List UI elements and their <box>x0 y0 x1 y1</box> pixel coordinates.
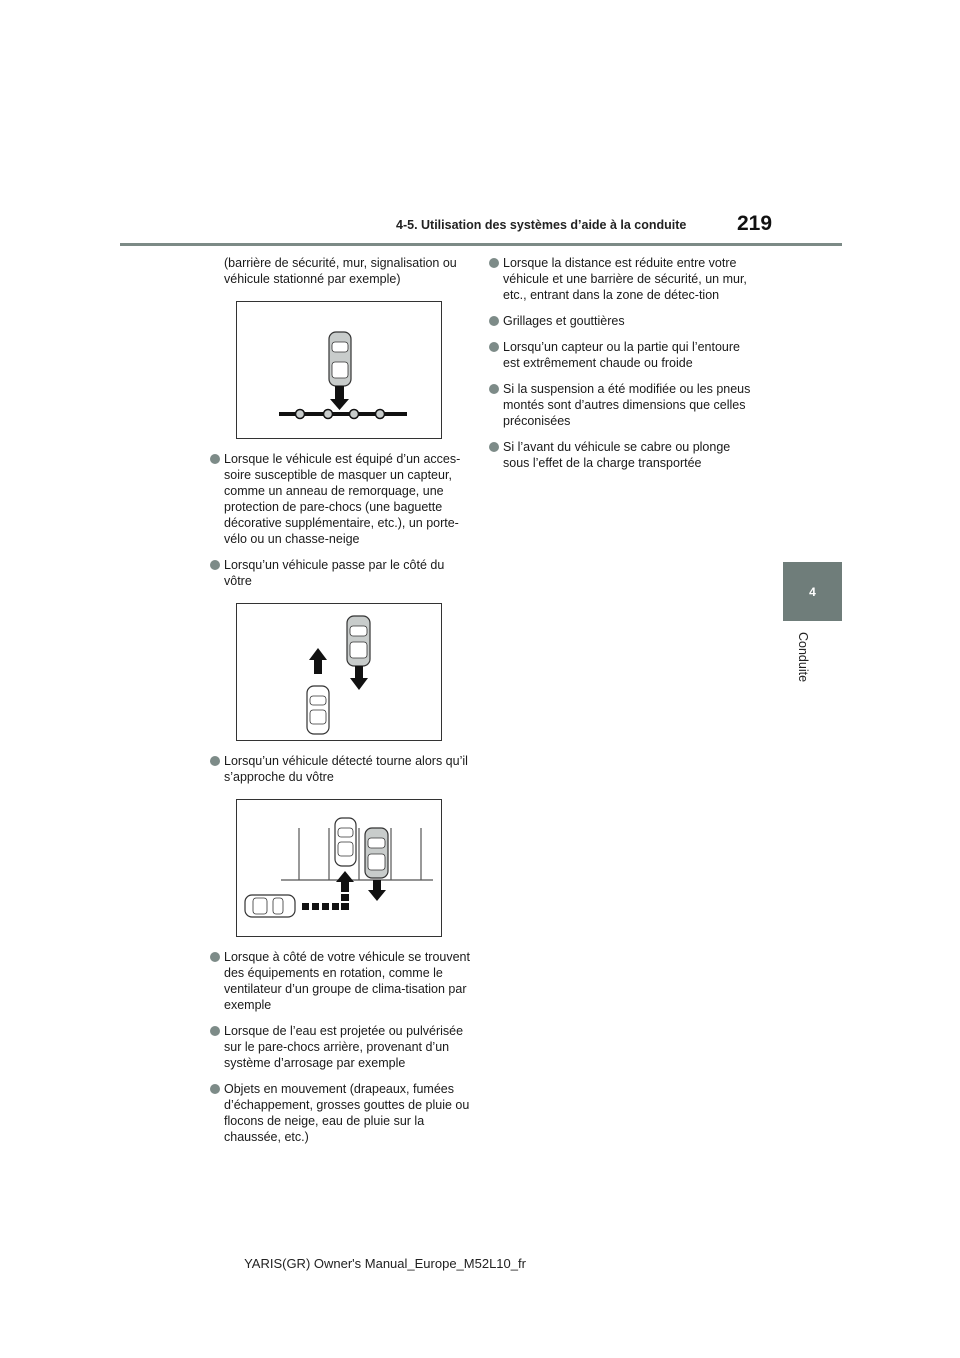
car-icon <box>335 818 356 866</box>
list-item-text: Lorsque le véhicule est équipé d’un acces-soire susceptible de masquer un capteur, comme un anneau de remorquage, une protection de pare-chocs (une baguette décorative supplémentaire, etc.), un porte-vélo ou un chasse-neige <box>224 452 461 546</box>
arrow-down-icon <box>330 386 349 410</box>
list-item-text: Lorsqu’un capteur ou la partie qui l’entoure est extrêmement chaude ou froide <box>503 340 740 370</box>
bullet-icon <box>489 384 499 394</box>
car-icon <box>329 332 351 386</box>
bullet-icon <box>210 952 220 962</box>
list-item-text: Lorsque de l’eau est projetée ou pulvérisée sur le pare-chocs arrière, provenant d’un système d’arrosage par exemple <box>224 1024 464 1070</box>
bullet-icon <box>210 1026 220 1036</box>
bullet-icon <box>489 258 499 268</box>
list-item-text: Lorsque la distance est réduite entre votre véhicule et une barrière de sécurité, un mur, etc., entrant dans la zone de détec-tion <box>503 256 747 302</box>
barrier-illustration <box>237 302 441 438</box>
arrow-down-icon <box>368 880 386 901</box>
list-item <box>210 1081 472 1145</box>
parking-lines-icon <box>281 828 433 880</box>
list-item-text: Lorsqu’un véhicule détecté tourne alors qu’il s’approche du vôtre <box>224 754 468 784</box>
figure-barrier <box>236 301 442 439</box>
list-item-text: Lorsque à côté de votre véhicule se trouvent des équipements en rotation, comme le ventilateur d’un groupe de clima-tisation par exemple <box>224 950 470 1012</box>
bullet-icon <box>489 342 499 352</box>
list-item <box>210 753 472 785</box>
chapter-tab[interactable] <box>783 562 842 621</box>
list-item <box>489 439 751 471</box>
list-item <box>489 339 751 371</box>
car-icon <box>347 616 370 666</box>
figure-turning-vehicle <box>236 799 442 937</box>
car-icon <box>365 828 388 878</box>
list-item-text: Lorsqu’un véhicule passe par le côté du vôtre <box>224 558 445 588</box>
list-item <box>210 949 472 1013</box>
car-icon <box>307 686 329 734</box>
bullet-icon <box>210 560 220 570</box>
footer <box>0 1256 960 1271</box>
bullet-icon <box>489 442 499 452</box>
list-item <box>210 451 472 547</box>
list-item-text: Si l’avant du véhicule se cabre ou plonge sous l’effet de la charge transportée <box>503 440 731 470</box>
passing-vehicle-illustration <box>237 604 441 740</box>
right-column <box>489 255 751 481</box>
header-divider <box>120 243 842 246</box>
arrow-down-icon <box>350 666 368 690</box>
list-item <box>210 557 472 589</box>
bullet-icon <box>210 1084 220 1094</box>
manual-id: YARIS(GR) Owner's Manual_Europe_M52L10_fr <box>244 1256 526 1271</box>
list-item-text: Grillages et gouttières <box>503 314 625 328</box>
chapter-number: 4 <box>809 584 816 599</box>
page-number: 219 <box>737 212 773 235</box>
arrow-up-icon <box>336 871 354 892</box>
list-item <box>489 313 751 329</box>
chapter-label: Conduite <box>796 632 810 683</box>
bullet-icon <box>210 756 220 766</box>
list-item <box>489 381 751 429</box>
car-icon <box>245 895 295 917</box>
list-item-text: Si la suspension a été modifiée ou les pneus montés sont d’autres dimensions que celles préconisées <box>503 382 751 428</box>
intro-text: (barrière de sécurité, mur, signalisation ou véhicule stationné par exemple) <box>224 256 457 286</box>
turning-vehicle-illustration <box>237 800 441 936</box>
bullet-icon <box>210 454 220 464</box>
barrier-line-icon <box>279 410 407 419</box>
arrow-up-icon <box>309 648 327 674</box>
figure-passing-vehicle <box>236 603 442 741</box>
list-item-text: Objets en mouvement (drapeaux, fumées d’échappement, grosses gouttes de pluie ou flocons de neige, eau de pluie sur la chaussée, etc.) <box>224 1082 470 1144</box>
list-item <box>489 255 751 303</box>
left-column <box>210 255 472 1155</box>
list-item <box>210 1023 472 1071</box>
dotted-path-icon <box>302 894 349 910</box>
bullet-icon <box>489 316 499 326</box>
section-title: 4-5. Utilisation des systèmes d’aide à la conduite <box>396 218 687 232</box>
